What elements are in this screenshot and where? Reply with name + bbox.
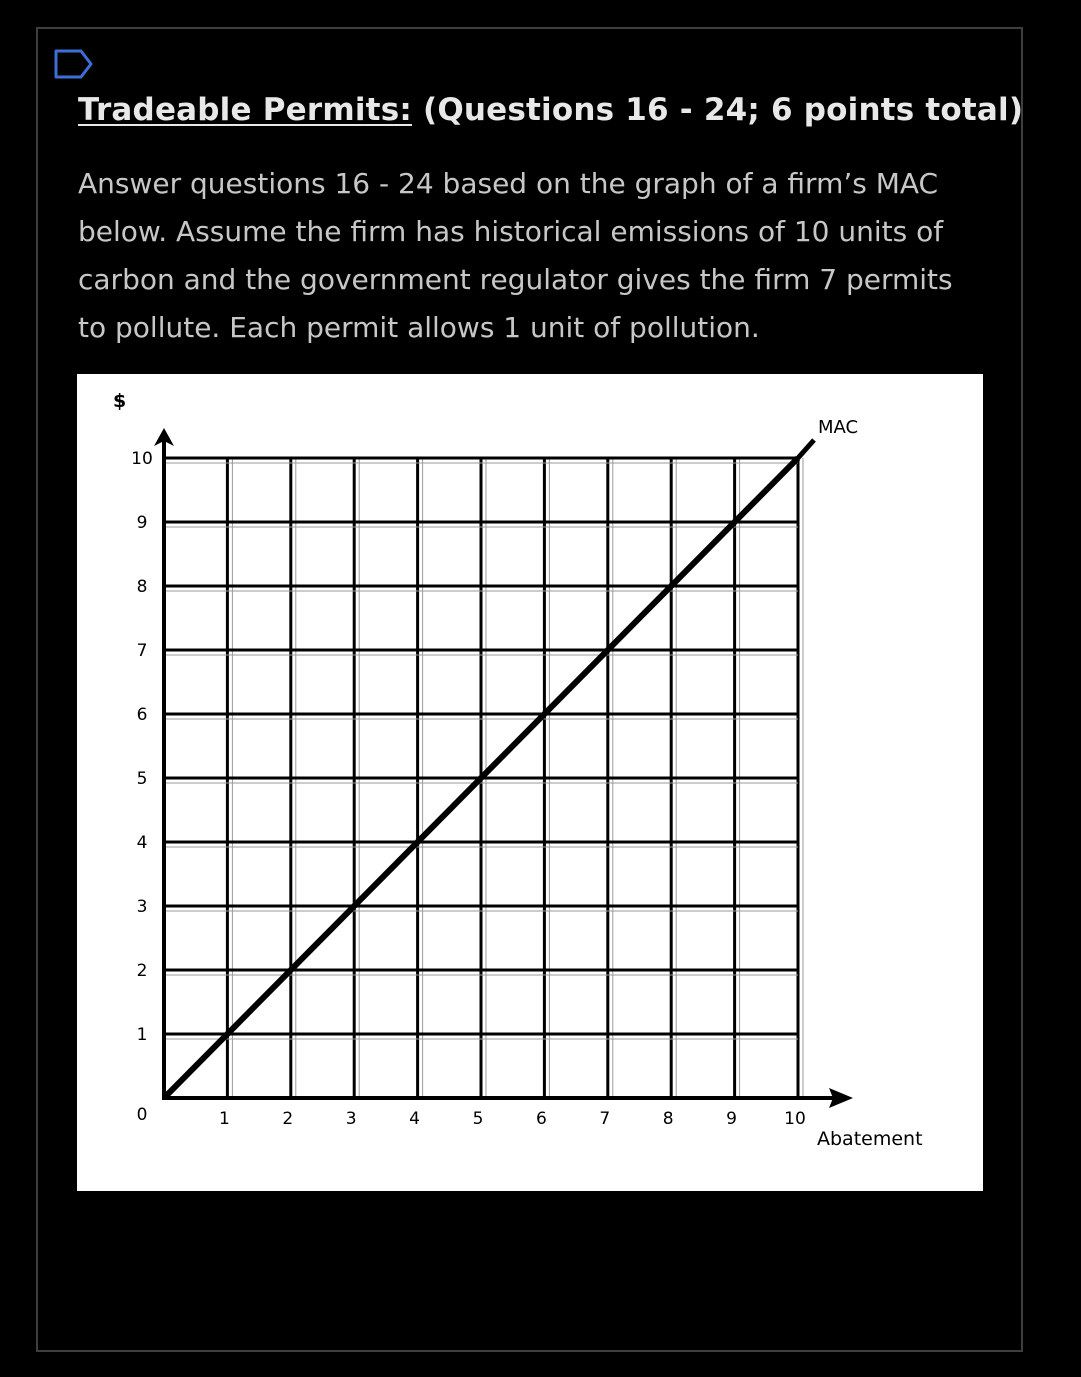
mac-leader-line [798,440,814,458]
y-tick-label: 6 [136,705,148,725]
y-axis-label: $ [113,390,127,412]
x-tick-label: 5 [472,1109,484,1129]
x-tick-label: 6 [535,1109,547,1129]
heading-subtitle: (Questions 16 - 24; 6 points total) [411,92,1024,128]
x-tick-label: 2 [282,1109,294,1129]
x-tick-label: 3 [345,1109,357,1129]
y-tick-label: 9 [136,513,148,533]
y-tick-label: 1 [136,1025,148,1045]
y-tick-label: 8 [136,577,148,597]
y-tick-label: 2 [136,961,148,981]
x-tick-label: 4 [409,1109,421,1129]
x-axis-label: Abatement [817,1128,923,1150]
x-tick-label: 8 [662,1109,674,1129]
question-paragraph: Answer questions 16 - 24 based on the graph of a firm’s MAC below. Assume the firm has historical emissions of 10 units of carbon and the government regulator gives the firm 7 permits to pollute. Each permit allows 1 unit of pollution. [78,167,953,344]
section-heading [78,88,1023,132]
y-tick-label: 5 [136,769,148,789]
series-label-mac: MAC [818,417,859,438]
bookmark-flag-icon[interactable] [53,48,95,80]
y-tick-label: 7 [136,641,148,661]
series [164,440,814,1098]
mac-graph [77,374,983,1191]
mac-chart [77,374,983,1191]
heading-title: Tradeable Permits: [78,92,412,128]
y-tick-label: 3 [136,897,148,917]
x-tick-label: 1 [218,1109,230,1129]
y-tick-label: 10 [131,449,153,469]
x-tick-label: 10 [784,1109,806,1129]
x-tick-label: 7 [599,1109,611,1129]
y-tick-label: 0 [136,1105,148,1125]
y-tick-label: 4 [136,833,148,853]
x-tick-label: 9 [726,1109,738,1129]
